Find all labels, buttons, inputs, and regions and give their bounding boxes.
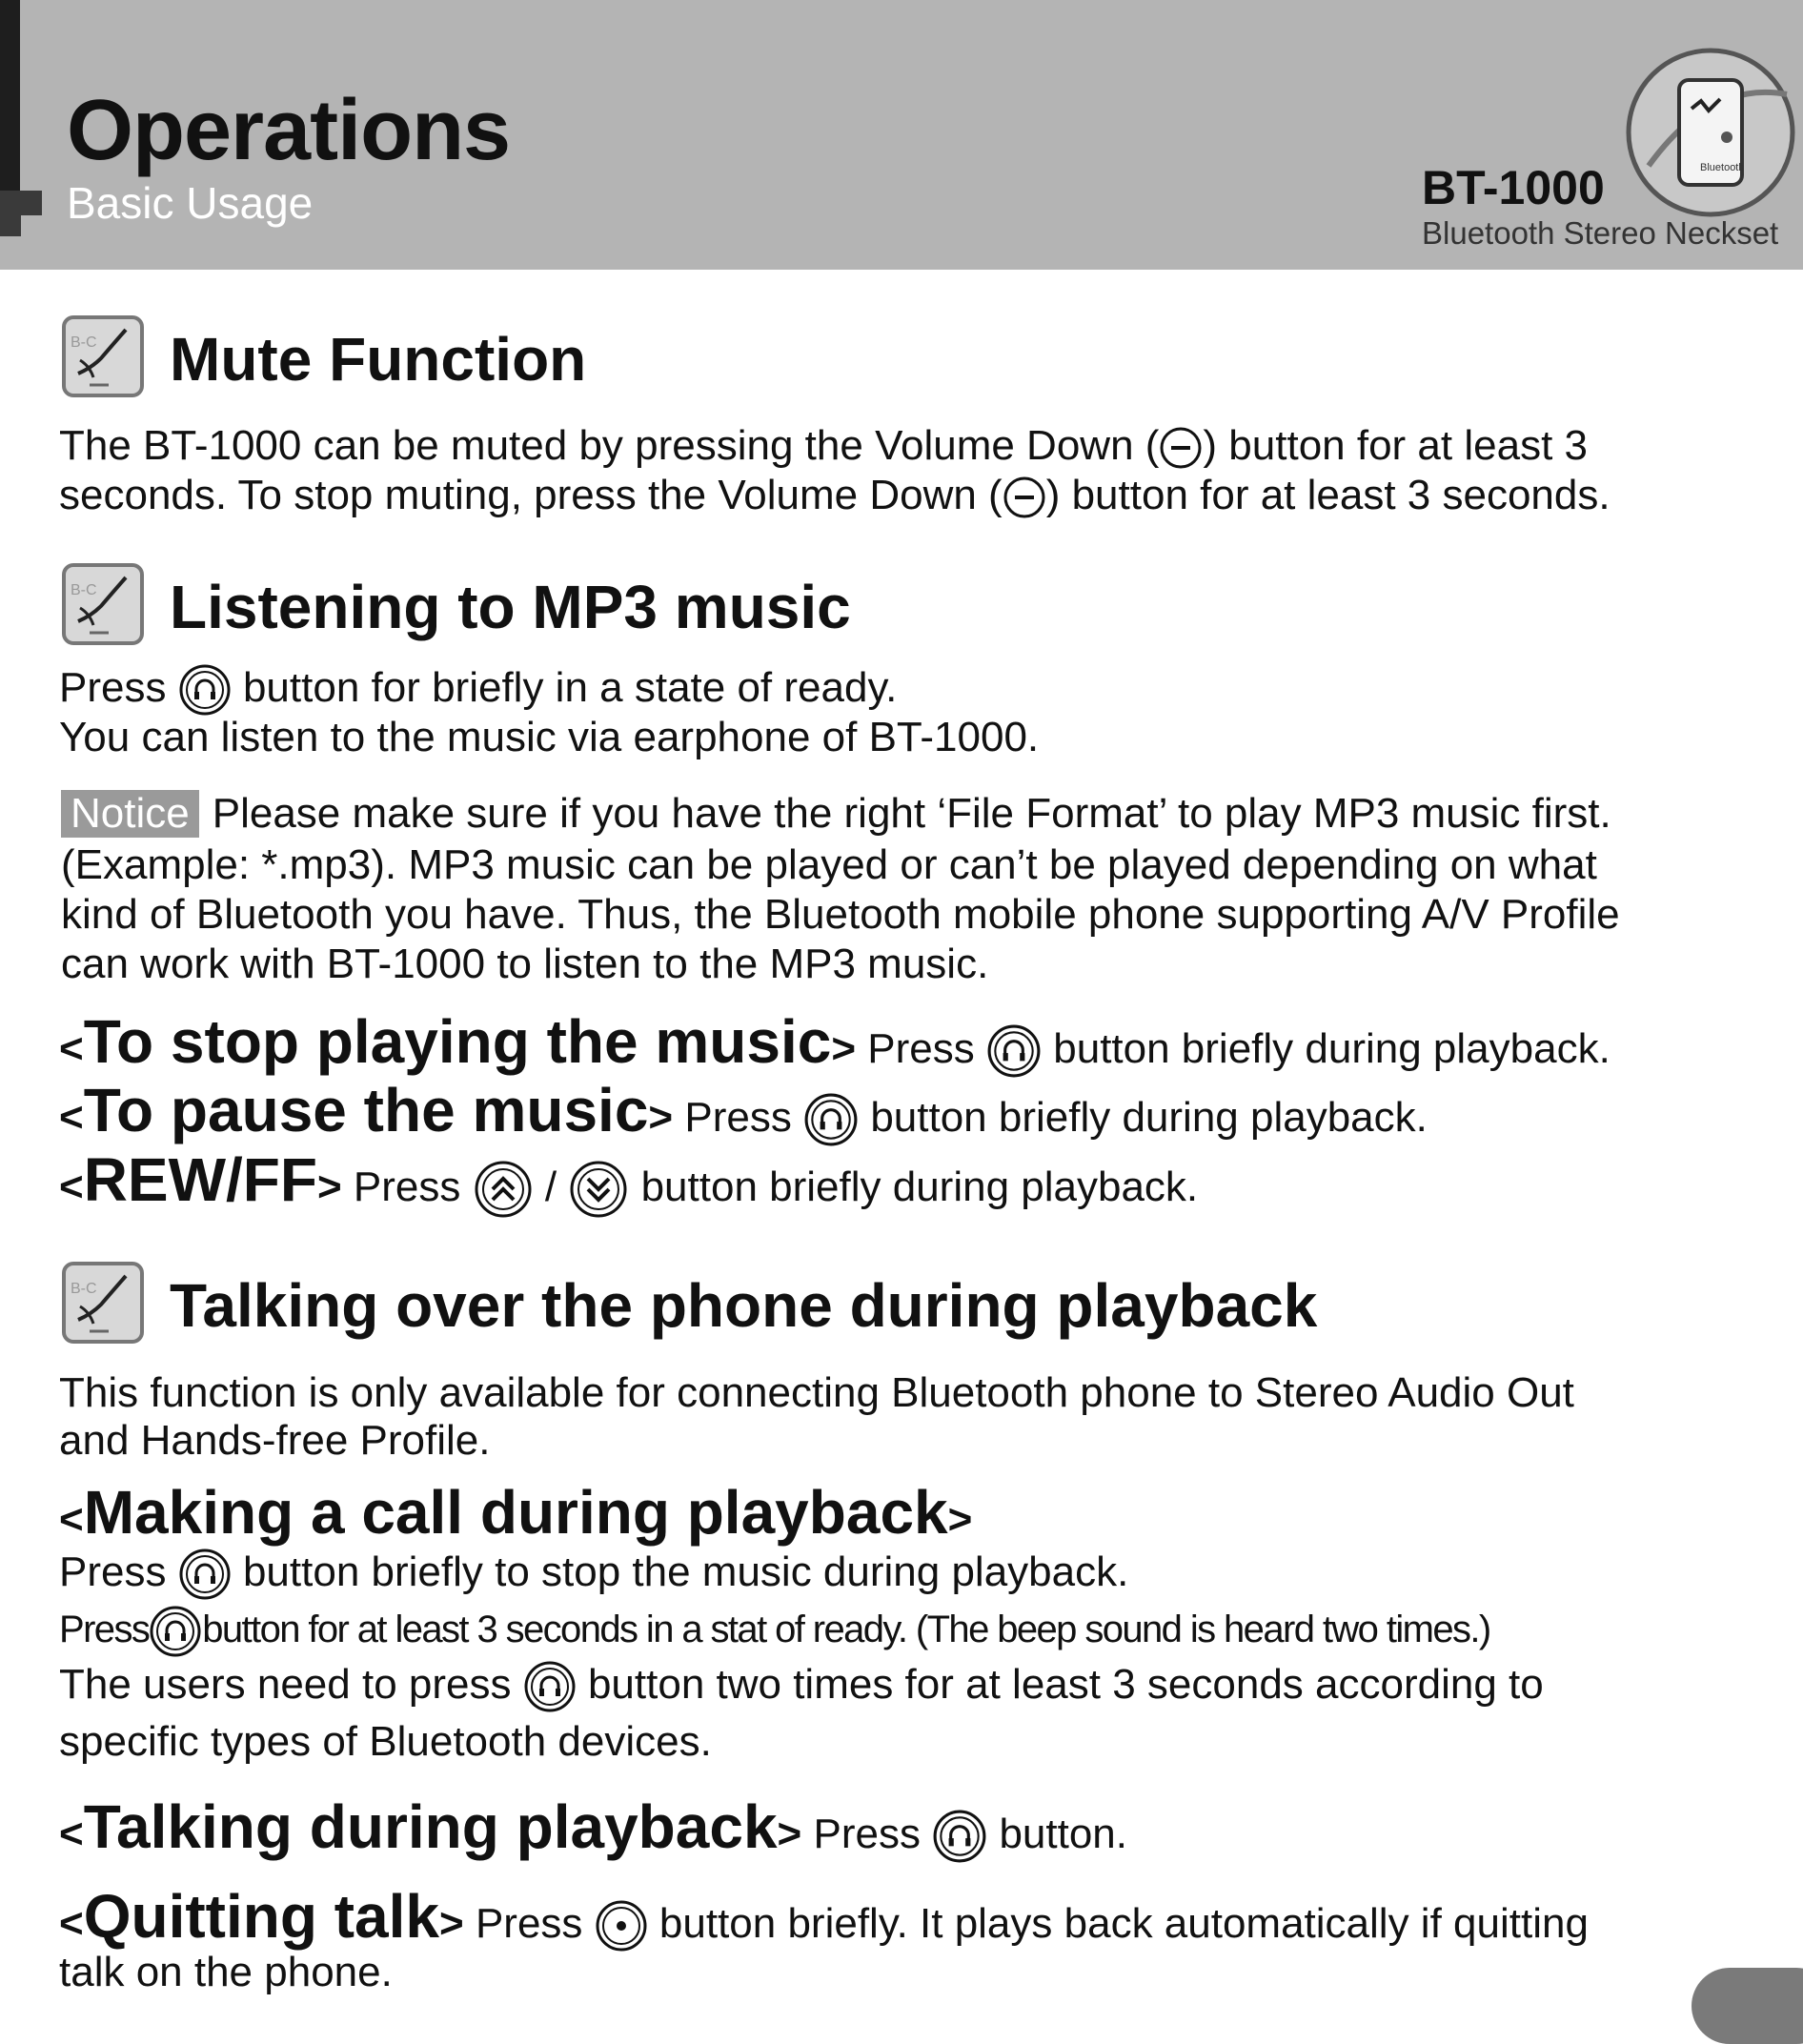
product-neckset-logo-icon [1620, 42, 1801, 223]
play-call-button-icon [932, 1809, 987, 1864]
quit-text: button briefly. It plays back automatically if quitting [658, 1900, 1589, 1947]
making-text: The users need to press [59, 1661, 512, 1708]
stop-music-line: <To stop playing the music> Press button briefly during playback. [59, 1008, 1611, 1083]
stop-press-text: Press [867, 1025, 975, 1072]
rew-slash: / [544, 1164, 557, 1210]
volume-down-icon [1003, 476, 1046, 519]
page-subtitle: Basic Usage [67, 178, 314, 228]
rew-ff-label: REW/FF [83, 1145, 317, 1214]
pause-text: button briefly during playback. [870, 1094, 1428, 1141]
fast-forward-down-icon [568, 1159, 629, 1220]
making-text: button briefly to stop the music during playback. [242, 1548, 1129, 1595]
play-call-button-icon [986, 1023, 1042, 1079]
svg-text:B-C: B-C [71, 582, 97, 598]
mp3-line2: You can listen to the music via earphone of BT-1000. [59, 714, 1040, 760]
play-call-button-icon [178, 663, 232, 717]
talking-press-text: Press [813, 1811, 921, 1857]
rew-text: button briefly during playback. [640, 1164, 1199, 1210]
section-title-mute: Mute Function [170, 325, 587, 394]
mp3-text: button for briefly in a state of ready. [242, 664, 898, 711]
rew-press-text: Press [353, 1164, 461, 1210]
notice-line1 [61, 789, 1611, 839]
making-line4: specific types of Bluetooth devices. [59, 1718, 712, 1765]
mute-paragraph-line1 [59, 421, 1588, 471]
page-number-tab [1692, 1968, 1803, 2044]
mute-text: seconds. To stop muting, press the Volume Down ( [59, 472, 1003, 518]
quitting-talk-line: <Quitting talk> Press button briefly. It plays back automatically if quitting [59, 1883, 1589, 1957]
mute-text: ) button for at least 3 seconds. [1045, 472, 1611, 518]
making-call-heading: <Making a call during playback> [59, 1478, 973, 1547]
notice-line2: (Example: *.mp3). MP3 music can be played or can’t be played depending on what [61, 841, 1597, 888]
model-name: BT-1000 [1422, 161, 1605, 214]
pause-music-label: To pause the music [83, 1076, 649, 1144]
notice-line4: can work with BT-1000 to listen to the MP3 music. [61, 941, 989, 987]
section-title-talk: Talking over the phone during playback [170, 1271, 1318, 1340]
section-title-mp3: Listening to MP3 music [170, 573, 851, 641]
play-call-button-icon [523, 1660, 577, 1713]
mp3-text: Press [59, 664, 167, 711]
making-line2 [59, 1605, 1490, 1658]
quitting-talk-label: Quitting talk [83, 1882, 440, 1951]
making-text: button two times for at least 3 seconds according to [587, 1661, 1544, 1708]
talking-playback-label: Talking during playback [83, 1792, 778, 1861]
making-text: Press [59, 1609, 150, 1650]
mute-text: ) button for at least 3 [1203, 422, 1588, 469]
svg-text:Bluetooth: Bluetooth [1700, 162, 1745, 173]
svg-text:B-C: B-C [71, 1281, 97, 1297]
section-icon [61, 1261, 145, 1345]
svg-text:B-C: B-C [71, 334, 97, 351]
making-line1 [59, 1548, 1128, 1601]
page-header [0, 0, 1803, 270]
section-icon [61, 562, 145, 646]
volume-down-icon [1159, 426, 1203, 470]
section-icon [61, 314, 145, 398]
quit-press-text: Press [475, 1900, 583, 1947]
making-text: button for at least 3 seconds in a stat of ready. (The beep sound is heard two times.) [202, 1609, 1490, 1650]
talk-intro-line2: and Hands-free Profile. [59, 1417, 491, 1464]
notice-line3: kind of Bluetooth you have. Thus, the Bluetooth mobile phone supporting A/V Profile [61, 891, 1620, 938]
pause-press-text: Press [684, 1094, 792, 1141]
header-accent-square-small [0, 215, 21, 236]
talking-text: button. [999, 1811, 1127, 1857]
mp3-line1 [59, 663, 897, 717]
page-title: Operations [67, 83, 511, 178]
play-call-button-icon [178, 1548, 232, 1601]
mute-paragraph-line2 [59, 471, 1611, 520]
stop-text: button briefly during playback. [1053, 1025, 1611, 1072]
play-call-button-icon [149, 1605, 202, 1658]
model-description: Bluetooth Stereo Neckset [1422, 215, 1779, 251]
talking-playback-line: <Talking during playback> Press button. [59, 1793, 1127, 1868]
header-accent-square [0, 191, 42, 215]
quitting-talk-line2: talk on the phone. [59, 1949, 393, 1995]
pause-music-line: <To pause the music> Press button briefly during playback. [59, 1077, 1428, 1151]
notice-text: Please make sure if you have the right ‘File Format’ to play MP3 music first. [212, 790, 1611, 837]
notice-badge: Notice [61, 790, 199, 838]
making-call-label: Making a call during playback [83, 1478, 948, 1547]
talk-intro-line1: This function is only available for connecting Bluetooth phone to Stereo Audio Out [59, 1369, 1574, 1416]
center-button-icon [595, 1899, 648, 1953]
rew-ff-line: <REW/FF> Press / button briefly during playback. [59, 1146, 1198, 1221]
stop-music-label: To stop playing the music [83, 1007, 832, 1076]
making-text: Press [59, 1548, 167, 1595]
mute-text: The BT-1000 can be muted by pressing the Volume Down ( [59, 422, 1160, 469]
making-line3 [59, 1660, 1544, 1713]
play-call-button-icon [803, 1092, 859, 1147]
rewind-up-icon [473, 1159, 534, 1220]
